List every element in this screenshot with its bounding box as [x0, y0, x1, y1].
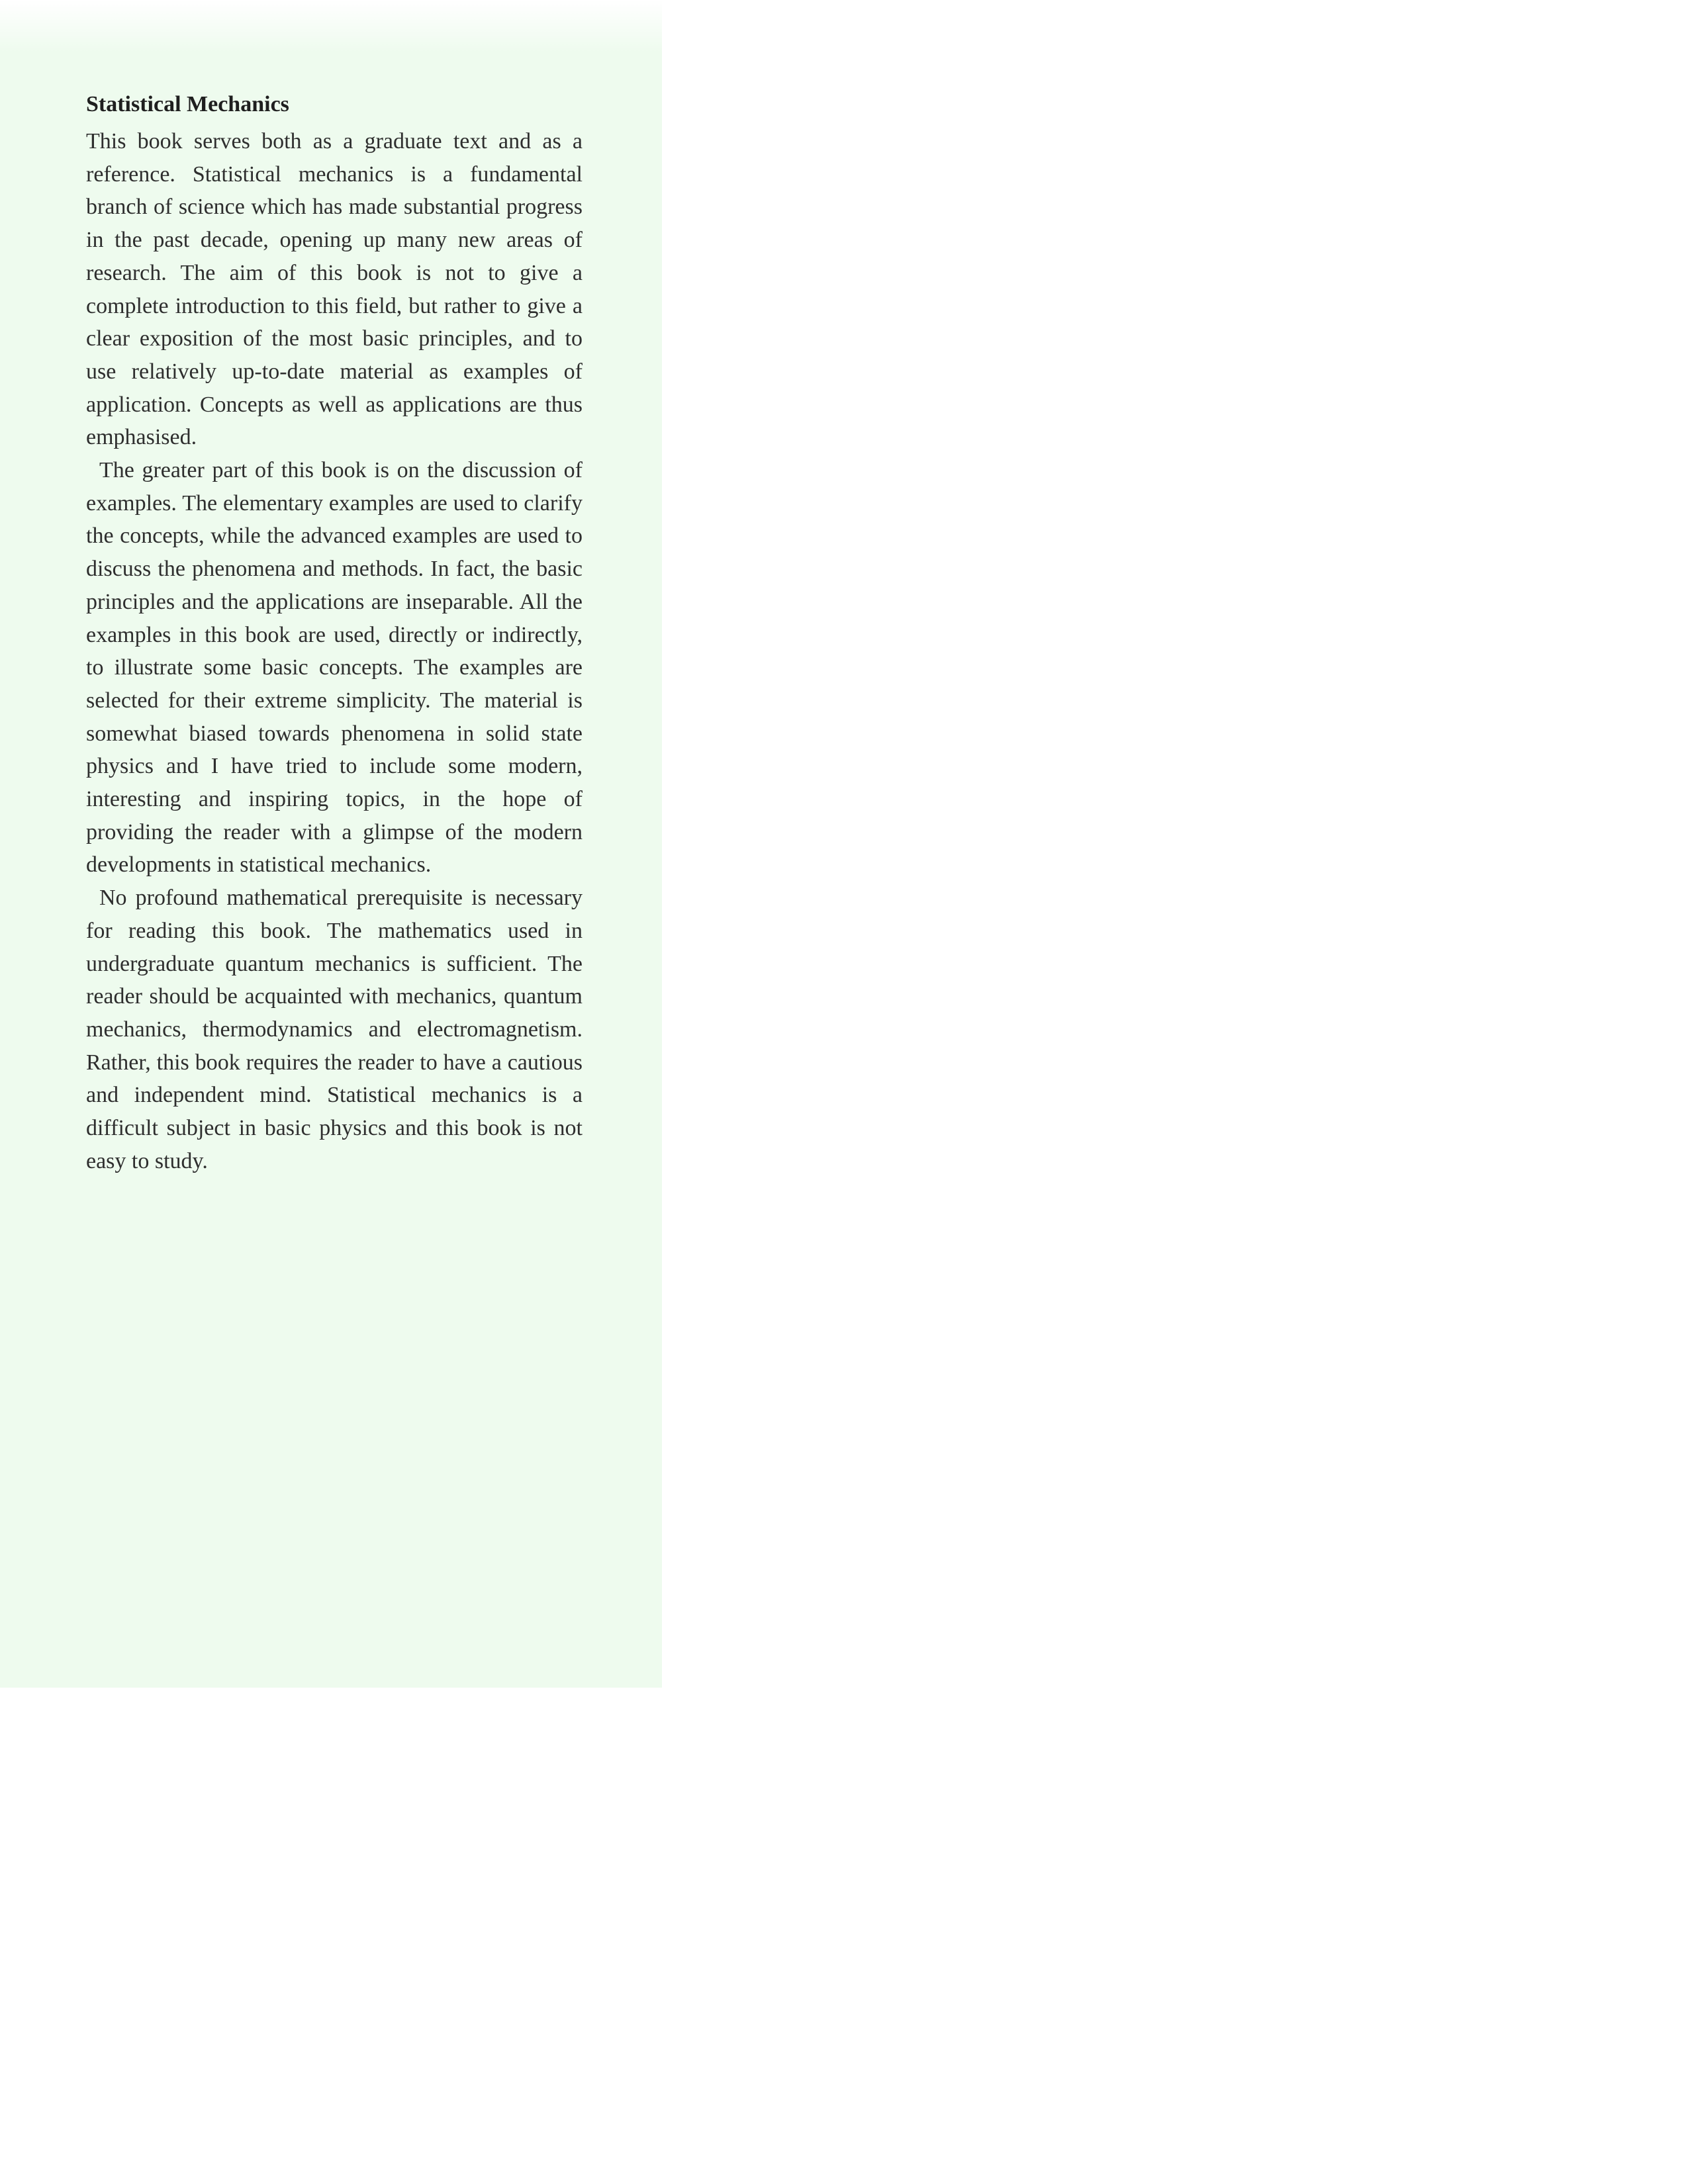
- blurb-paragraph-2: The greater part of this book is on the discussion of examples. The elementary examples are used to clarify the concepts, while the advanced examples are used to discuss the phenomena and methods. In fact, the basic principles and the applications are inseparable. All the examples in this book are used, directly or indirectly, to illustrate some basic concepts. The examples are selected for their extreme simplicity. The material is somewhat biased towards phenomena in solid state physics and I have tried to include some modern, interesting and inspiring topics, in the hope of providing the reader with a glimpse of the modern developments in statistical mechanics.: [86, 458, 583, 878]
- blurb-paragraph-1: This book serves both as a graduate text and as a reference. Statistical mechanics is a fundamental branch of science which has made substantial progress in the past decade, opening up many new areas of research. The aim of this book is not to give a complete introduction to this field, but rather to give a clear exposition of the most basic principles, and to use relatively up-to-date material as examples of application. Concepts as well as applications are thus emphasised.: [86, 129, 583, 450]
- book-blurb: [86, 89, 583, 1178]
- jacket-flap-panel: [0, 0, 662, 1688]
- book-title: Statistical Mechanics: [86, 92, 289, 116]
- blurb-paragraph-3: No profound mathematical prerequisite is necessary for reading this book. The mathematics used in undergraduate quantum mechanics is sufficient. The reader should be acquainted with mechanics, quantum mechanics, thermodynamics and electromagnetism. Rather, this book requires the reader to have a cautious and independent mind. Statistical mechanics is a difficult subject in basic physics and this book is not easy to study.: [86, 886, 583, 1173]
